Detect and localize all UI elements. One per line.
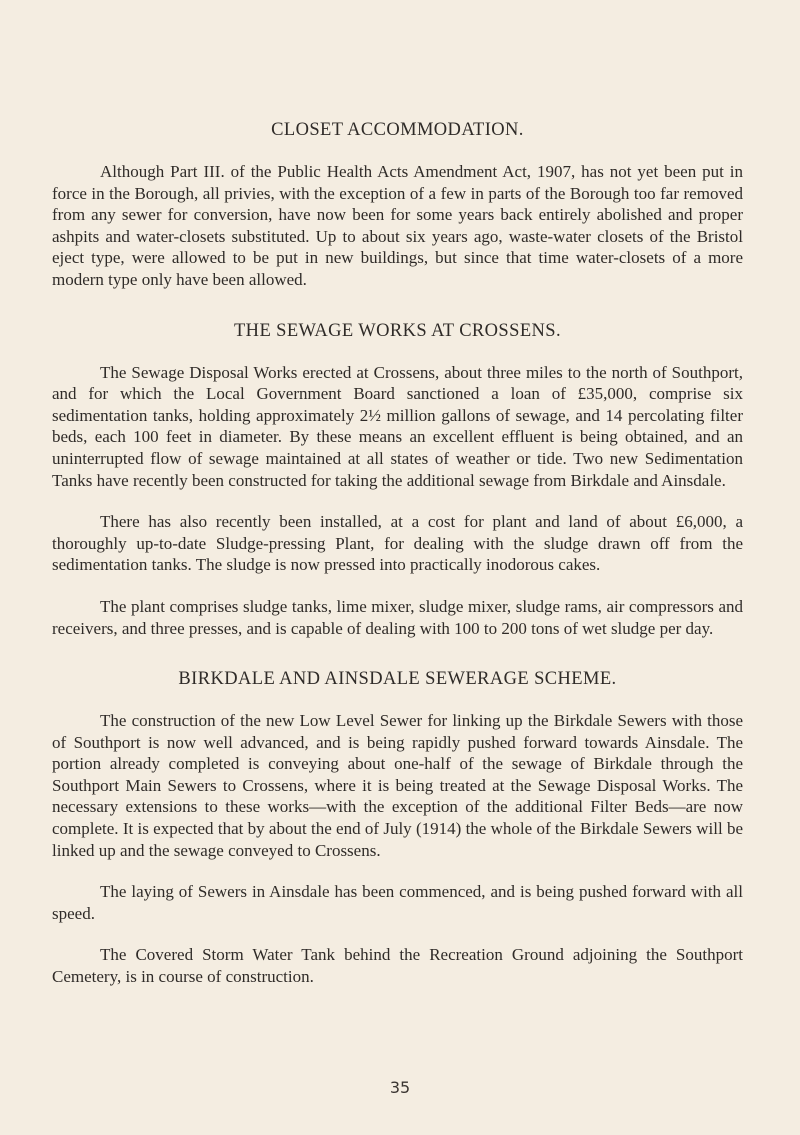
paragraph: The Sewage Disposal Works erected at Crossens, about three miles to the north of Southport, and for which the Local Government Board sanctioned a loan of £35,000, comprise six sedimentation tanks, holding approximately 2½ million gallons of sewage, and 14 percolating filter beds, each 100 feet in diameter. By these means an excellent effluent is being obtained, and an uninterrupted flow of sewage maintained at all states of weather or tide. Two new Sedimentation Tanks have recently been constructed for taking the additional sewage from Birkdale and Ainsdale. <box>52 362 743 490</box>
paragraph: The plant comprises sludge tanks, lime mixer, sludge mixer, sludge rams, air compressors and receivers, and three presses, and is capable of dealing with 100 to 200 tons of wet sludge per day. <box>52 596 743 638</box>
heading-sewage-works-crossens: THE SEWAGE WORKS AT CROSSENS. <box>233 320 561 341</box>
paragraph: The construction of the new Low Level Sewer for linking up the Birkdale Sewers with those of Southport is now well advanced, and is being rapidly pushed forward towards Ainsdale. The portion already completed is conveying about one-half of the sewage of Birkdale through the Southport Main Sewers to Crossens, where it is being treated at the Sewage Disposal Works. The necessary extensions to these works—with the exception of the additional Filter Beds—are now complete. It is expected that by about the end of July (1914) the whole of the Birkdale Sewers will be linked up and the sewage conveyed to Crossens. <box>52 711 743 860</box>
paragraph: The Covered Storm Water Tank behind the Recreation Ground adjoining the Southport Cemetery, is in course of construction. <box>52 945 743 987</box>
paragraph: There has also recently been installed, at a cost for plant and land of about £6,000, a thoroughly up-to-date Sludge-pressing Plant, for dealing with the sludge drawn off from the sedimentation tanks. The sludge is now pressed into practically inodorous cakes. <box>52 512 743 575</box>
heading-closet-accommodation: CLOSET ACCOMMODATION. <box>271 120 524 140</box>
paragraph: The laying of Sewers in Ainsdale has been commenced, and is being pushed forward with all speed. <box>52 882 743 923</box>
page-number: 35 <box>389 1078 411 1097</box>
heading-birkdale-ainsdale-sewerage: BIRKDALE AND AINSDALE SEWERAGE SCHEME. <box>178 669 617 690</box>
page-body <box>52 118 743 988</box>
paragraph: Although Part III. of the Public Health Acts Amendment Act, 1907, has not yet been put in force in the Borough, all privies, with the exception of a few in parts of the Borough too far removed from any sewer for conversion, have now been for some years back entirely abolished and proper ashpits and water-closets substituted. Up to about six years ago, waste-water closets of the Bristol eject type, were allowed to be put in new buildings, but since that time water-closets of a more modern type only have been allowed. <box>52 162 743 289</box>
